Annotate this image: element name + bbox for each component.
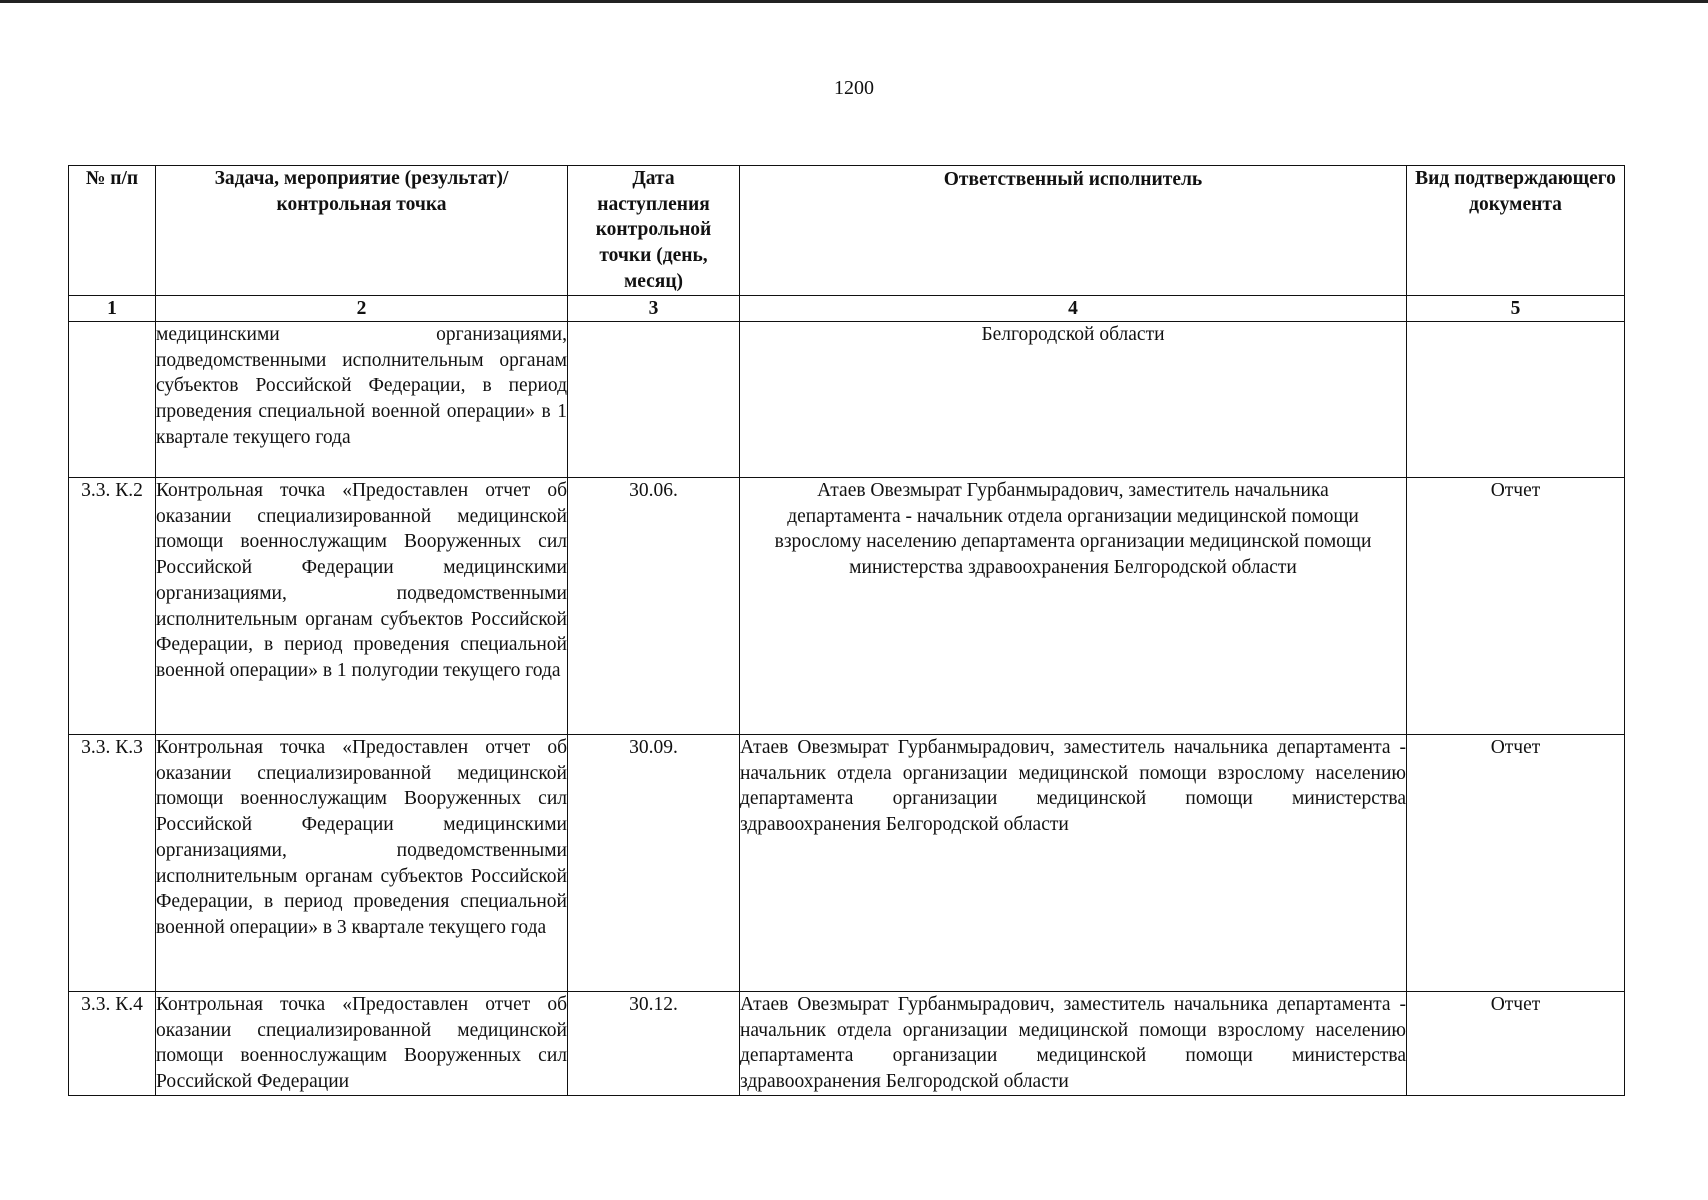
table-row <box>69 478 1625 735</box>
header-task: Задача, мероприятие (результат)/ контрольная точка <box>156 166 568 296</box>
table-row <box>69 735 1625 992</box>
document-type: Отчет <box>1407 735 1625 992</box>
control-date: 30.06. <box>568 478 740 735</box>
responsible-person: Атаев Овезмырат Гурбанмырадович, заместитель начальника департамента - начальник отдела организации медицинской помощи взрослому населению департамента организации медицинской помощи министерства здравоохранения Белгородской области <box>740 478 1407 735</box>
table-row <box>69 322 1625 478</box>
control-date <box>568 322 740 478</box>
responsible-person: Атаев Овезмырат Гурбанмырадович, заместитель начальника департамента - начальник отдела организации медицинской помощи взрослому населению департамента организации медицинской помощи министерства здравоохранения Белгородской области <box>740 992 1407 1096</box>
responsible-person: Атаев Овезмырат Гурбанмырадович, заместитель начальника департамента - начальник отдела организации медицинской помощи взрослому населению департамента организации медицинской помощи министерства здравоохранения Белгородской области <box>740 735 1407 992</box>
top-border-line <box>0 0 1708 3</box>
page-number: 1200 <box>834 77 874 99</box>
row-number: 3.3. К.4 <box>69 992 156 1096</box>
column-number: 4 <box>740 296 1407 322</box>
row-number <box>69 322 156 478</box>
column-number: 1 <box>69 296 156 322</box>
task-text: Контрольная точка «Предоставлен отчет об оказании специализированной медицинской помощи военнослужащим Вооруженных сил Российской Федерации медицинскими организациями, подведомственными исполнительным органам субъектов Российской Федерации, в период проведения специальной военной операции» в 1 полугодии текущего года <box>156 478 568 735</box>
control-date: 30.12. <box>568 992 740 1096</box>
table-row <box>69 992 1625 1096</box>
document-type <box>1407 322 1625 478</box>
document-type: Отчет <box>1407 992 1625 1096</box>
control-points-table <box>68 165 1625 1096</box>
control-date: 30.09. <box>568 735 740 992</box>
header-document: Вид подтверждающего документа <box>1407 166 1625 296</box>
row-number: 3.3. К.3 <box>69 735 156 992</box>
task-text: Контрольная точка «Предоставлен отчет об оказании специализированной медицинской помощи военнослужащим Вооруженных сил Российской Федерации <box>156 992 568 1096</box>
column-number-row <box>69 296 1625 322</box>
task-text: медицинскими организациями, подведомственными исполнительным органам субъектов Российской Федерации, в период проведения специальной военной операции» в 1 квартале текущего года <box>156 322 568 478</box>
header-no: № п/п <box>69 166 156 296</box>
column-number: 5 <box>1407 296 1625 322</box>
column-number: 3 <box>568 296 740 322</box>
document-type: Отчет <box>1407 478 1625 735</box>
header-responsible: Ответственный исполнитель <box>740 166 1407 296</box>
header-row <box>69 166 1625 296</box>
responsible-person: Белгородской области <box>740 322 1407 478</box>
header-date: Дата наступления контрольной точки (день, месяц) <box>568 166 740 296</box>
task-text: Контрольная точка «Предоставлен отчет об оказании специализированной медицинской помощи военнослужащим Вооруженных сил Российской Федерации медицинскими организациями, подведомственными исполнительным органам субъектов Российской Федерации, в период проведения специальной военной операции» в 3 квартале текущего года <box>156 735 568 992</box>
row-number: 3.3. К.2 <box>69 478 156 735</box>
column-number: 2 <box>156 296 568 322</box>
